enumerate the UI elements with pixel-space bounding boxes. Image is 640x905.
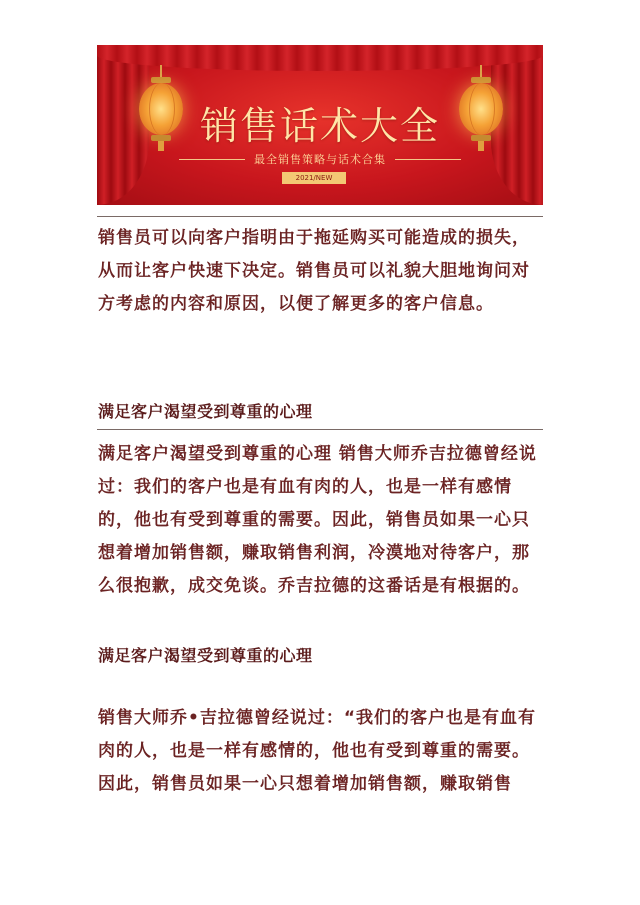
- banner-tag: 2021/NEW: [282, 172, 346, 184]
- body-paragraph: 销售大师乔•吉拉德曾经说过：“我们的客户也是有血有肉的人，也是一样有感情的，他也有受到尊重的需要。因此，销售员如果一心只想着增加销售额，赚取销售: [98, 708, 537, 794]
- section-heading: 满足客户渴望受到尊重的心理: [98, 646, 313, 665]
- banner-subtitle: 最全销售策略与话术合集: [254, 153, 386, 166]
- divider: [97, 429, 543, 430]
- body-paragraph: 满足客户渴望受到尊重的心理 销售大师乔吉拉德曾经说过：我们的客户也是有血有肉的人，也是一样有感情的，他也有受到尊重的需要。因此，销售员如果一心只想着增加销售额，赚取销售利润，冷漠地对待客户，那么很抱歉，成交免谈。乔吉拉德的这番话是有根据的。: [98, 444, 537, 596]
- header-banner: [97, 45, 543, 205]
- section-heading: 满足客户渴望受到尊重的心理: [98, 402, 313, 421]
- body-paragraph: 销售员可以向客户指明由于拖延购买可能造成的损失，从而让客户快速下决定。销售员可以礼貌大胆地询问对方考虑的内容和原因，以便了解更多的客户信息。: [98, 228, 530, 314]
- banner-subtitle-row: [97, 151, 543, 167]
- banner-title: 销售话术大全: [199, 104, 440, 148]
- divider: [97, 216, 543, 217]
